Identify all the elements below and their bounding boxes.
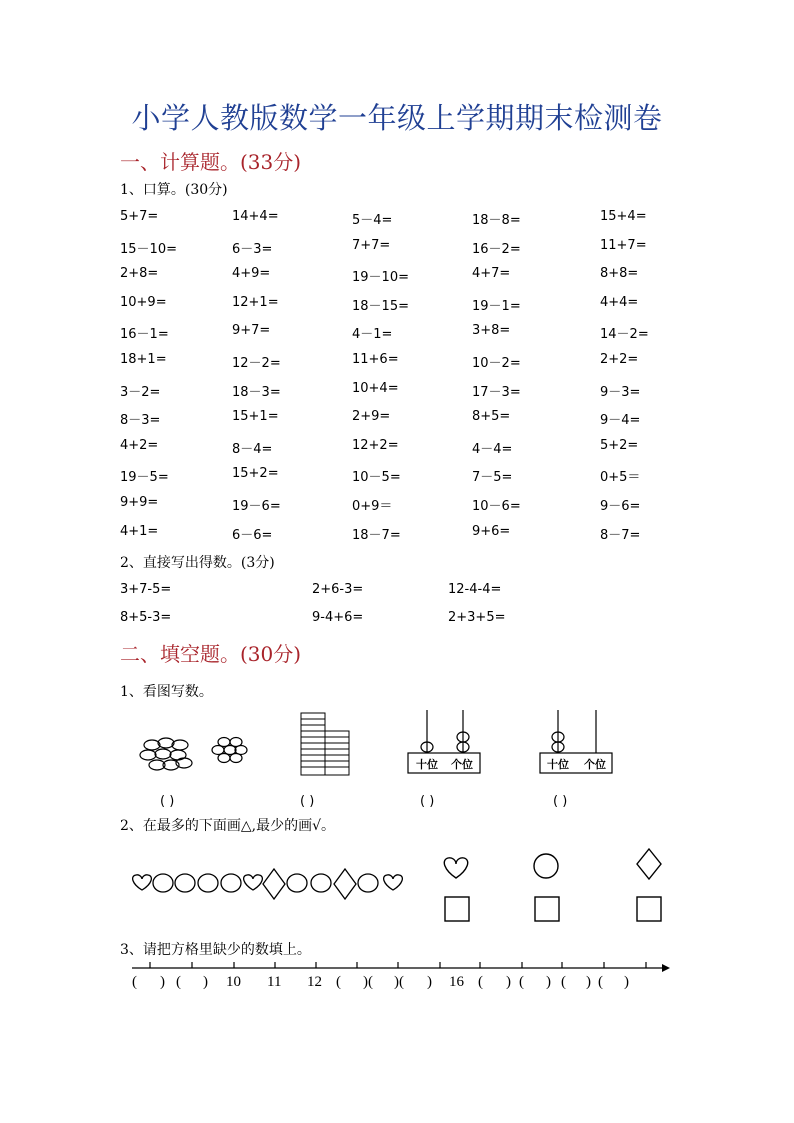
direct-calc-item: 9-4+6= xyxy=(312,610,364,625)
diamond-shape xyxy=(334,869,356,899)
answer-box-1 xyxy=(445,897,469,921)
calc-item: 12+1= xyxy=(232,294,279,310)
ovals-left-group xyxy=(140,738,192,770)
number-line-label: ) xyxy=(203,974,208,990)
calc-item: 9－4= xyxy=(600,413,641,429)
abacus-1-tens-label: 十位 xyxy=(416,758,438,771)
direct-calc-item: 8+5-3= xyxy=(120,610,172,625)
calc-item: 15+1= xyxy=(232,409,279,425)
direct-calc-item: 2+6-3= xyxy=(312,582,364,597)
number-line-label: ) xyxy=(506,974,511,990)
answer-box-2 xyxy=(535,897,559,921)
calc-item: 18－3= xyxy=(232,384,281,400)
calc-item: 18－15= xyxy=(352,298,409,314)
direct-calc-item: 12-4-4= xyxy=(448,582,502,597)
calc-item: 10－5= xyxy=(352,470,401,486)
diamond-target xyxy=(637,849,661,879)
calc-item: 8－7= xyxy=(600,527,641,543)
calc-item: 9+7= xyxy=(232,323,271,339)
heart-shape xyxy=(244,875,263,890)
arrow-right-icon xyxy=(662,964,670,972)
abacus-2-ones-label: 个位 xyxy=(584,758,606,771)
number-line-label: )( xyxy=(394,974,404,990)
section-1-heading: 一、计算题。(33分) xyxy=(120,150,302,174)
heart-shape xyxy=(384,875,403,890)
circle-shape xyxy=(358,874,378,892)
circle-shape xyxy=(153,874,173,892)
circle-shape xyxy=(175,874,195,892)
calc-item: 6－6= xyxy=(232,527,273,543)
section-2-heading: 二、填空题。(30分) xyxy=(120,642,302,666)
circle-shape xyxy=(221,874,241,892)
calc-item: 5－4= xyxy=(352,213,393,228)
circle-shape xyxy=(311,874,331,892)
calc-item: 8－3= xyxy=(120,413,161,429)
number-line-label: ( xyxy=(478,974,483,990)
answer-blank-4[interactable]: ( ) xyxy=(553,794,568,809)
calc-item: 11+6= xyxy=(352,352,399,367)
ovals-right-group xyxy=(212,738,247,763)
calc-item: 19－5= xyxy=(120,470,169,486)
calc-item: 2+8= xyxy=(120,266,159,282)
circle-shape xyxy=(287,874,307,892)
calc-item: 4+1= xyxy=(120,523,159,539)
answer-box-3 xyxy=(637,897,661,921)
calc-item: 14+4= xyxy=(232,209,279,224)
calc-item: 18+1= xyxy=(120,352,167,367)
calc-item: 4+9= xyxy=(232,266,271,282)
calc-item: 6－3= xyxy=(232,241,273,257)
abacus-1-ones-label: 个位 xyxy=(451,758,473,771)
circle-target xyxy=(534,854,558,878)
heart-shape xyxy=(133,875,152,890)
calc-item: 11+7= xyxy=(600,237,647,253)
calc-item: 15+4= xyxy=(600,209,647,224)
calc-item: 5+2= xyxy=(600,437,639,453)
calc-item: 15+2= xyxy=(232,466,279,482)
calc-item: 9－3= xyxy=(600,384,641,400)
calc-item: 17－3= xyxy=(472,384,521,400)
number-line-label: ( xyxy=(336,974,341,990)
answer-targets xyxy=(444,849,661,921)
calc-item: 4+4= xyxy=(600,294,639,310)
number-line-label: 12 xyxy=(307,974,322,990)
calc-item: 12+2= xyxy=(352,437,399,453)
number-line-label: ( xyxy=(519,974,524,990)
calc-item: 10+4= xyxy=(352,380,399,396)
calc-item: 14－2= xyxy=(600,327,649,343)
calc-item: 2+2= xyxy=(600,352,639,367)
number-line-label: ( xyxy=(132,974,137,990)
calc-item: 8－4= xyxy=(232,441,273,457)
calc-item: 12－2= xyxy=(232,356,281,371)
calc-item: 4+7= xyxy=(472,266,511,282)
calc-item: 10－2= xyxy=(472,356,521,371)
number-line xyxy=(0,958,794,998)
fill-question-1-label: 1、看图写数。 xyxy=(120,684,213,700)
direct-calc-item: 2+3+5= xyxy=(448,610,506,625)
shape-row xyxy=(133,869,403,899)
calc-item: 15－10= xyxy=(120,241,177,257)
fill-question-3-label: 3、请把方格里缺少的数填上。 xyxy=(120,942,311,958)
calc-item: 4+2= xyxy=(120,437,159,453)
calc-item: 2+9= xyxy=(352,409,391,425)
calc-item: 16－1= xyxy=(120,327,169,343)
calc-item: 0+5＝ xyxy=(600,470,641,486)
stick-bundle xyxy=(301,713,349,775)
calc-item: 4－1= xyxy=(352,327,393,343)
calc-item: 10+9= xyxy=(120,294,167,310)
diamond-shape xyxy=(263,869,285,899)
calc-item: 0+9＝ xyxy=(352,499,393,514)
circle-shape xyxy=(198,874,218,892)
calc-item: 19－1= xyxy=(472,298,521,314)
number-line-label: 10 xyxy=(226,974,241,990)
heart-target xyxy=(444,858,467,878)
calc-item: 8+5= xyxy=(472,409,511,425)
number-line-label: ) xyxy=(160,974,165,990)
number-line-label: ( xyxy=(561,974,566,990)
calc-item: 7+7= xyxy=(352,237,391,253)
shapes-figure xyxy=(0,840,794,930)
calc-item: 8+8= xyxy=(600,266,639,282)
number-line-label: ( xyxy=(176,974,181,990)
direct-calc-item: 3+7-5= xyxy=(120,582,172,597)
number-line-label: ) xyxy=(427,974,432,990)
number-line-label: ( xyxy=(598,974,603,990)
calc-item: 9－6= xyxy=(600,499,641,514)
count-pictures xyxy=(0,705,794,815)
answer-blank-3[interactable]: ( ) xyxy=(420,794,435,809)
page-title: 小学人教版数学一年级上学期期末检测卷 xyxy=(131,101,663,135)
abacus-2-tens-label: 十位 xyxy=(547,758,569,771)
calc-item: 19－10= xyxy=(352,270,409,286)
question-1-label: 1、口算。(30分) xyxy=(120,182,228,198)
calc-item: 4－4= xyxy=(472,441,513,457)
calc-item: 9+9= xyxy=(120,495,159,510)
question-2-label: 2、直接写出得数。(3分) xyxy=(120,555,275,571)
number-line-label: ) xyxy=(546,974,551,990)
calc-item: 5+7= xyxy=(120,209,159,224)
calc-item: 18－7= xyxy=(352,527,401,543)
calc-item: 18－8= xyxy=(472,213,521,228)
calc-item: 16－2= xyxy=(472,241,521,257)
number-line-label: 16 xyxy=(449,974,464,990)
number-line-label: 11 xyxy=(267,974,282,990)
calc-item: 3－2= xyxy=(120,384,161,400)
number-line-label: ) xyxy=(586,974,591,990)
calc-item: 9+6= xyxy=(472,523,511,539)
calc-item: 10－6= xyxy=(472,499,521,514)
number-line-label: )( xyxy=(363,974,373,990)
number-line-label: ) xyxy=(624,974,629,990)
answer-blank-1[interactable]: ( ) xyxy=(160,794,175,809)
answer-blank-2[interactable]: ( ) xyxy=(300,794,315,809)
calc-item: 7－5= xyxy=(472,470,513,486)
fill-question-2-label: 2、在最多的下面画△,最少的画√。 xyxy=(120,818,336,834)
calc-item: 19－6= xyxy=(232,499,281,514)
calc-item: 3+8= xyxy=(472,323,511,339)
